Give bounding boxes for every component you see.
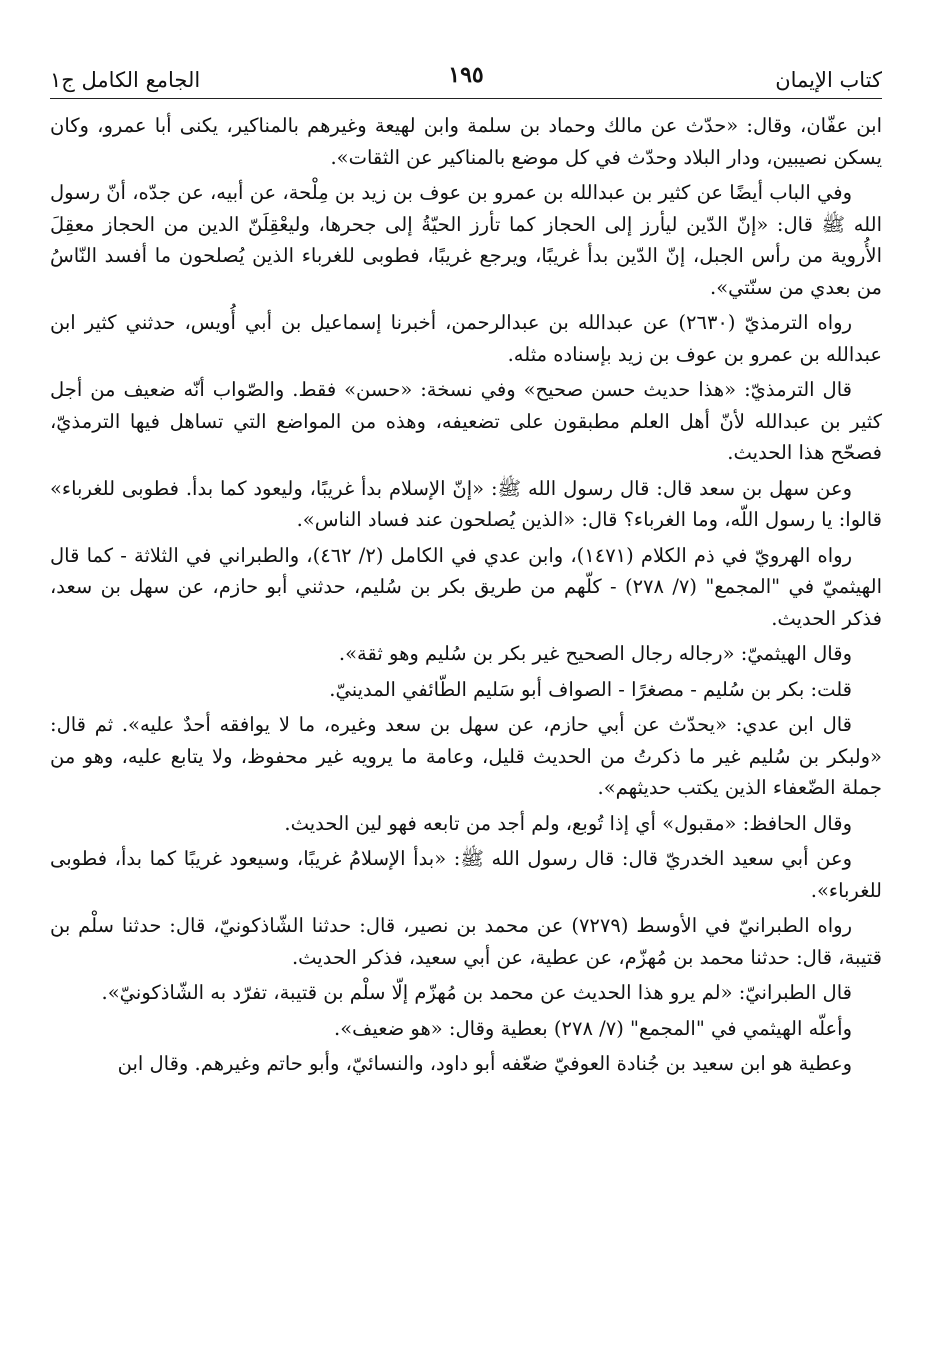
paragraph: قال ابن عدي: «يحدّث عن أبي حازم، عن سهل بن سعد وغيره، ما لا يوافقه أحدٌ عليه». ثم قال: «ولبكر بن سُليم غير ما ذكرتُ من الحديث قليل، وعامة ما يرويه غير محفوظ، ولا يتابع عليه، وهو من جملة الضّعفاء الذين يكتب حديثهم». <box>50 713 882 799</box>
paragraph: وقال الحافظ: «مقبول» أي إذا تُوبع، ولم أجد من تابعه فهو لين الحديث. <box>284 811 852 835</box>
header-book-section: كتاب الإيمان <box>775 68 882 92</box>
header-book-title: الجامع الكامل ج١ <box>50 68 201 92</box>
paragraph: وعن سهل بن سعد قال: قال رسول الله ﷺ: «إنّ الإسلام بدأ غريبًا، وليعود كما بدأ. فطوبى للغرباء» قالوا: يا رسول اللّه، وما الغرباء؟ قال: «الذين يُصلحون عند فساد الناس». <box>50 476 882 531</box>
paragraph: رواه الترمذيّ (٢٦٣٠) عن عبدالله بن عبدالرحمن، أخبرنا إسماعيل بن أبي أُويس، حدثني كثير ابن عبدالله بن عمرو بن عوف بن زيد بإسناده مثله. <box>50 311 882 366</box>
paragraph: ابن عفّان، وقال: «حدّث عن مالك وحماد بن سلمة وابن لهيعة وغيرهم بالمناكير، يكنى أبا عمرو، وكان يسكن نصيبين، ودار البلاد وحدّث في كل موضع بالمناكير عن الثقات». <box>50 114 882 169</box>
page-body <box>50 110 882 1084</box>
paragraph: وقال الهيثميّ: «رجاله رجال الصحيح غير بكر بن سُليم وهو ثقة». <box>338 642 852 665</box>
page-header <box>50 52 882 92</box>
paragraph: قال الترمذيّ: «هذا حديث حسن صحيح» وفي نسخة: «حسن» فقط. والصّواب أنّه ضعيف من أجل كثير بن عبدالله لأنّ أهل العلم مطبقون على تضعيفه، وهذه من المواضع التي تساهل فيها الترمذيّ، فصحّح هذا الحديث. <box>50 378 882 464</box>
header-divider <box>50 98 882 99</box>
paragraph: وأعلّه الهيثمي في "المجمع" (٧/ ٢٧٨) بعطية وقال: «هو ضعيف». <box>334 1016 852 1040</box>
page-number: ١٩٥ <box>448 62 484 88</box>
paragraph: قال الطبرانيّ: «لم يرو هذا الحديث عن محمد بن مُهزّم إلّا سلْم بن قتيبة، تفرّد به الشّاذكونيّ». <box>101 981 852 1004</box>
paragraph: وعطية هو ابن سعيد بن جُنادة العوفيّ ضعّفه أبو داود، والنسائيّ، وأبو حاتم وغيرهم. وقال ابن <box>117 1052 852 1075</box>
paragraph: وفي الباب أيضًا عن كثير بن عبدالله بن عمرو بن عوف بن زيد بن مِلْحة، عن أبيه، عن جدّه، أنّ رسول الله ﷺ قال: «إنّ الدّين ليأرز إلى الحجاز كما تأرز الحيّةُ إلى جحرها، وليعْقِلَنّ الدين من الحجاز معقِلَ الأُروية من رأس الجبل، إنّ الدّين بدأ غريبًا، ويرجع غريبًا، فطوبى للغرباء الذين يُصلحون ما أفسد النّاسُ من بعدي من سنّتي». <box>50 181 882 299</box>
paragraph: رواه الهرويّ في ذم الكلام (١٤٧١)، وابن عدي في الكامل (٢/ ٤٦٢)، والطبراني في الثلاثة - كما قال الهيثميّ في "المجمع" (٧/ ٢٧٨) - كلّهم من طريق بكر بن سُليم، حدثني أبو حازم، عن سهل بن سعد، فذكر الحديث. <box>50 543 883 630</box>
paragraph: وعن أبي سعيد الخدريّ قال: قال رسول الله ﷺ: «بدأ الإسلامُ غريبًا، وسيعود غريبًا كما بدأ، فطوبى للغرباء». <box>50 847 882 902</box>
paragraph: رواه الطبرانيّ في الأوسط (٧٢٧٩) عن محمد بن نصير، قال: حدثنا الشّاذكونيّ، قال: حدثنا سلْم بن قتيبة، قال: حدثنا محمد بن مُهزّم، عن عطية، عن أبي سعيد، فذكر الحديث. <box>50 914 882 969</box>
paragraph: قلت: بكر بن سُليم - مصغرًا - الصواف أبو سَليم الطّائفي المدينيّ. <box>329 677 852 701</box>
